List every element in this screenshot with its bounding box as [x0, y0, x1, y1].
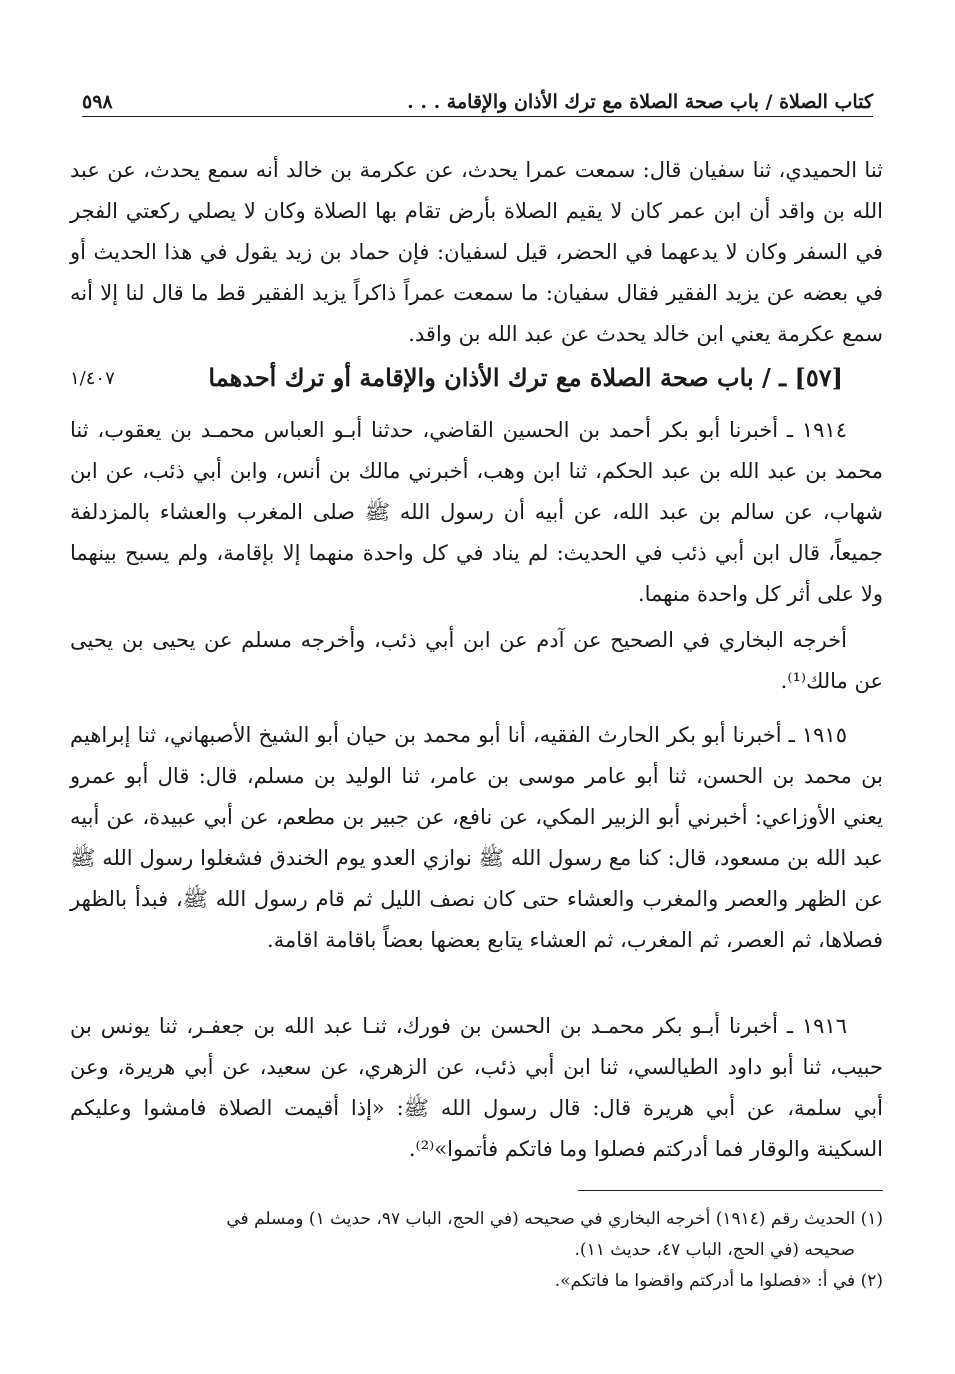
footnote-2: (٢) في أ: «فصلوا ما أدركتم واقضوا ما فاتكم».	[554, 1271, 883, 1291]
hadith-1914	[70, 410, 883, 615]
intro-paragraph	[70, 150, 883, 355]
chapter-heading-row	[70, 358, 883, 398]
page-number: ٥٩٨	[82, 91, 113, 114]
hadith-1914-takhrij-text: أخرجه البخاري في الصحيح عن آدم عن ابن أبي ذئب، وأخرجه مسلم عن يحيى بن يحيى عن مالك⁽¹⁾.	[70, 628, 883, 693]
hadith-1914-takhrij	[70, 620, 883, 702]
margin-reference: ١/٤٠٧	[70, 368, 115, 389]
hadith-1916	[70, 1006, 883, 1170]
footnote-separator	[578, 1190, 883, 1191]
hadith-1914-text: ١٩١٤ ـ أخبرنا أبو بكر أحمد بن الحسين القاضي، حدثنا أبـو العباس محمـد بن يعقوب، ثنا محمد بن عبد الله بن عبد الحكم، ثنا ابن وهب، أخبرني مالك بن أنس، وابن أبي ذئب، عن ابن شهاب، عن سالم بن عبد الله، عن أبيه أن رسول الله ﷺ صلى المغرب والعشاء بالمزدلفة جميعاً، قال ابن أبي ذئب في الحديث: لم يناد في كل واحدة منهما إلا بإقامة، ولم يسبح بينهما ولا على أثر كل واحدة منهما.	[70, 418, 883, 606]
footnote-1-continuation: صحيحه (في الحج، الباب ٤٧، حديث ١١).	[574, 1240, 855, 1260]
intro-text: ثنا الحميدي، ثنا سفيان قال: سمعت عمرا يحدث، عن عكرمة بن خالد أنه سمع يحدث، عن عبد الله بن واقد أن ابن عمر كان لا يقيم الصلاة بأرض تقام بها الصلاة وكان لا يصلي ركعتي الفجر في السفر وكان لا يدعهما في الحضر، قيل لسفيان: فإن حماد بن زيد يقول في هذا الحديث أو في بعضه عن يزيد الفقير فقال سفيان: ما سمعت عمراً ذاكراً يزيد الفقير قط ما قال لنا إلا أنه سمع عكرمة يعني ابن خالد يحدث عن عبد الله بن واقد.	[70, 158, 883, 346]
running-header	[82, 84, 873, 117]
running-header-title: كتاب الصلاة / باب صحة الصلاة مع ترك الأذان والإقامة . . .	[401, 91, 873, 116]
footnote-1: (١) الحديث رقم (١٩١٤) أخرجه البخاري في صحيحه (في الحج، الباب ٩٧، حديث ١) ومسلم في	[226, 1209, 883, 1229]
hadith-1916-text: ١٩١٦ ـ أخبرنا أبـو بكر محمـد بن الحسن بن فورك، ثنـا عبد الله بن جعفـر، ثنا يونس بن حبيب، ثنا أبو داود الطيالسي، ثنا ابن أبي ذئب، عن الزهري، عن سعيد، عن أبي هريرة، وعن أبي سلمة، عن أبي هريرة قال: قال رسول الله ﷺ: «إذا أقيمت الصلاة فامشوا وعليكم السكينة والوقار فما أدركتم فصلوا وما فاتكم فأتموا»⁽²⁾.	[70, 1014, 883, 1161]
chapter-heading: [٥٧] ـ / باب صحة الصلاة مع ترك الأذان والإقامة أو ترك أحدهما	[208, 363, 843, 392]
hadith-1915	[70, 715, 883, 961]
footnotes	[70, 1204, 883, 1297]
hadith-1915-text: ١٩١٥ ـ أخبرنا أبو بكر الحارث الفقيه، أنا أبو محمد بن حيان أبو الشيخ الأصبهاني، ثنا إبراهيم بن محمد بن الحسن، ثنا أبو عامر موسى بن عامر، ثنا الوليد بن مسلم، قال: قال أبو عمرو يعني الأوزاعي: أخبرني أبو الزبير المكي، عن نافع، عن جبير بن مطعم، عن أبي عبيدة، عن أبيه عبد الله بن مسعود، قال: كنا مع رسول الله ﷺ نوازي العدو يوم الخندق فشغلوا رسول الله ﷺ عن الظهر والعصر والمغرب والعشاء حتى كان نصف الليل ثم قام رسول الله ﷺ، فبدأ بالظهر فصلاها، ثم العصر، ثم المغرب، ثم العشاء يتابع بعضها بعضاً باقامة اقامة.	[70, 723, 883, 952]
